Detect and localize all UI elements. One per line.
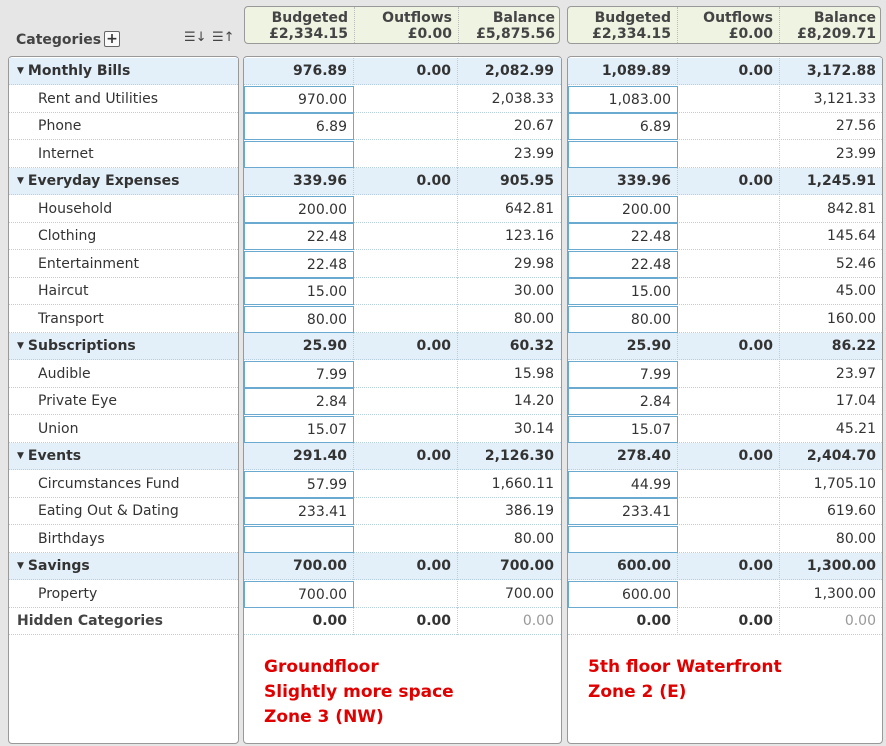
category-label: Private Eye xyxy=(38,393,118,409)
budgeted-cell[interactable]: 1,083.00 xyxy=(568,86,678,113)
month-note-1 xyxy=(264,655,454,730)
budgeted-header-label: Budgeted xyxy=(594,10,671,26)
category-name xyxy=(17,338,136,354)
month-row-clothing xyxy=(568,223,882,250)
outflows-cell xyxy=(678,86,780,113)
outflows-cell: 0.00 xyxy=(354,58,458,85)
category-name xyxy=(38,311,104,327)
balance-cell: 1,300.00 xyxy=(813,585,876,602)
category-label: Events xyxy=(27,448,82,464)
month-row-phone xyxy=(568,113,882,140)
outflows-cell xyxy=(354,581,458,608)
month-row-property xyxy=(568,581,882,608)
month-row-savings xyxy=(568,553,882,580)
budgeted-cell[interactable]: 80.00 xyxy=(568,306,678,333)
category-entertainment[interactable] xyxy=(9,251,238,278)
outflows-cell: 0.00 xyxy=(354,333,458,360)
month-row-everyday-expenses xyxy=(244,168,561,195)
balance-cell: 842.81 xyxy=(827,200,876,217)
month-row-eating-out-dating xyxy=(244,498,561,525)
month-row-everyday-expenses xyxy=(568,168,882,195)
balance-cell: 700.00 xyxy=(505,585,554,602)
category-name xyxy=(17,173,179,189)
outflows-cell xyxy=(354,498,458,525)
category-name xyxy=(38,476,180,492)
month-row-subscriptions xyxy=(568,333,882,360)
budgeted-cell[interactable]: 25.90 xyxy=(568,333,678,360)
balance-cell: 27.56 xyxy=(835,118,876,134)
outflows-cell xyxy=(678,581,780,608)
balance-cell: 619.60 xyxy=(827,503,876,519)
category-label: Audible xyxy=(38,365,91,382)
budgeted-cell[interactable]: 339.96 xyxy=(244,168,354,195)
outflows-cell xyxy=(354,86,458,113)
category-name xyxy=(17,613,163,629)
balance-cell: 2,082.99 xyxy=(484,63,554,79)
category-label: Property xyxy=(38,585,98,602)
month-row-entertainment xyxy=(568,251,882,278)
category-name xyxy=(38,393,117,409)
outflows-cell: 0.00 xyxy=(678,168,780,195)
month-row-haircut xyxy=(568,278,882,305)
category-name xyxy=(38,118,81,134)
balance-cell: 30.00 xyxy=(513,283,554,299)
category-label: Union xyxy=(38,420,79,437)
note-line: Zone 3 (NW) xyxy=(264,707,384,727)
note-line: Groundfloor xyxy=(264,657,379,677)
outflows-cell xyxy=(354,388,458,415)
category-group-subscriptions[interactable] xyxy=(9,333,238,360)
category-name xyxy=(17,448,81,464)
category-rent-and-utilities[interactable] xyxy=(9,86,238,113)
category-label: Birthdays xyxy=(38,530,105,547)
balance-cell: 2,126.30 xyxy=(484,448,554,464)
sort-ascending-button[interactable]: ☰↑ xyxy=(212,30,235,45)
month-row-birthdays xyxy=(568,526,882,553)
month-row-private-eye xyxy=(568,388,882,415)
balance-cell: 60.32 xyxy=(509,338,554,354)
outflows-cell xyxy=(354,471,458,498)
category-name xyxy=(38,503,179,519)
month-row-household xyxy=(568,196,882,223)
outflows-cell xyxy=(678,223,780,250)
category-label: Household xyxy=(38,200,113,217)
category-name xyxy=(38,421,78,437)
month-row-internet xyxy=(244,141,561,168)
budgeted-cell[interactable]: 339.96 xyxy=(568,168,678,195)
month-row-rent-and-utilities xyxy=(568,86,882,113)
month-header-1 xyxy=(244,6,560,44)
balance-cell: 80.00 xyxy=(513,530,554,547)
budgeted-cell[interactable]: 57.99 xyxy=(244,471,354,498)
balance-cell: 86.22 xyxy=(831,338,876,354)
collapse-triangle-icon[interactable]: ▼ xyxy=(17,561,24,571)
budgeted-cell[interactable]: 233.41 xyxy=(244,498,354,525)
month-note-2 xyxy=(588,655,782,705)
balance-header-label: Balance xyxy=(492,10,555,26)
outflows-cell: 0.00 xyxy=(678,553,780,580)
category-label: Phone xyxy=(38,118,82,134)
budgeted-cell[interactable]: 44.99 xyxy=(568,471,678,498)
budgeted-cell[interactable]: 1,089.89 xyxy=(568,58,678,85)
category-name xyxy=(17,63,130,79)
outflows-total: £0.00 xyxy=(728,26,773,42)
outflows-cell xyxy=(354,416,458,443)
month-row-birthdays xyxy=(244,526,561,553)
category-birthdays[interactable] xyxy=(9,526,238,553)
month-row-property xyxy=(244,581,561,608)
budgeted-column-header[interactable] xyxy=(245,7,355,43)
budgeted-header-label: Budgeted xyxy=(271,10,348,26)
month-row-private-eye xyxy=(244,388,561,415)
balance-cell: 1,245.91 xyxy=(806,173,876,189)
budgeted-cell[interactable]: 700.00 xyxy=(244,581,354,608)
outflows-header-label: Outflows xyxy=(703,10,773,26)
month-row-internet xyxy=(568,141,882,168)
hidden-categories-hidden-categories[interactable] xyxy=(9,608,238,635)
category-phone[interactable] xyxy=(9,113,238,140)
category-name xyxy=(38,366,91,382)
month-row-transport xyxy=(244,306,561,333)
balance-cell: 0.00 xyxy=(522,613,554,629)
category-eating-out-dating[interactable] xyxy=(9,498,238,525)
budgeted-cell[interactable]: 15.00 xyxy=(244,278,354,305)
balance-cell: 23.99 xyxy=(835,145,876,162)
outflows-total: £0.00 xyxy=(407,26,452,42)
outflows-cell: 0.00 xyxy=(678,58,780,85)
balance-cell: 2,404.70 xyxy=(806,448,876,464)
outflows-cell xyxy=(678,526,780,553)
category-audible[interactable] xyxy=(9,361,238,388)
outflows-cell xyxy=(678,113,780,140)
category-label: Eating Out & Dating xyxy=(38,503,179,519)
month-row-monthly-bills xyxy=(244,58,561,85)
month-row-circumstances-fund xyxy=(244,471,561,498)
categories-header xyxy=(8,28,238,52)
balance-cell: 0.00 xyxy=(844,613,876,629)
budgeted-cell[interactable] xyxy=(244,141,354,168)
category-internet[interactable] xyxy=(9,141,238,168)
balance-cell: 1,300.00 xyxy=(806,558,876,574)
collapse-triangle-icon[interactable]: ▼ xyxy=(17,66,24,76)
outflows-cell xyxy=(354,278,458,305)
budgeted-cell[interactable]: 200.00 xyxy=(568,196,678,223)
balance-column-header[interactable] xyxy=(780,7,882,43)
outflows-cell xyxy=(354,526,458,553)
budgeted-cell[interactable]: 700.00 xyxy=(244,553,354,580)
category-private-eye[interactable] xyxy=(9,388,238,415)
category-name xyxy=(38,91,158,107)
outflows-cell xyxy=(678,388,780,415)
category-label: Subscriptions xyxy=(27,338,136,354)
category-haircut[interactable] xyxy=(9,278,238,305)
budgeted-cell[interactable]: 6.89 xyxy=(244,113,354,140)
outflows-cell: 0.00 xyxy=(354,168,458,195)
balance-cell: 20.67 xyxy=(513,118,554,134)
month-row-entertainment xyxy=(244,251,561,278)
budgeted-cell[interactable]: 233.41 xyxy=(568,498,678,525)
month-row-transport xyxy=(568,306,882,333)
balance-cell: 1,705.10 xyxy=(813,475,876,492)
category-label: Circumstances Fund xyxy=(38,475,180,492)
budgeted-cell[interactable]: 80.00 xyxy=(244,306,354,333)
category-group-savings[interactable] xyxy=(9,553,238,580)
outflows-cell xyxy=(678,498,780,525)
outflows-cell: 0.00 xyxy=(354,608,458,635)
balance-cell: 3,172.88 xyxy=(806,63,876,79)
budgeted-cell[interactable]: 278.40 xyxy=(568,443,678,470)
category-name xyxy=(38,228,96,244)
category-name xyxy=(38,146,94,162)
month-row-audible xyxy=(244,361,561,388)
budgeted-column-header[interactable] xyxy=(568,7,678,43)
budgeted-cell[interactable]: 200.00 xyxy=(244,196,354,223)
category-transport[interactable] xyxy=(9,306,238,333)
budgeted-total: £2,334.15 xyxy=(592,26,671,42)
balance-cell: 15.98 xyxy=(513,365,554,382)
balance-cell: 45.21 xyxy=(835,420,876,437)
budgeted-cell[interactable]: 6.89 xyxy=(568,113,678,140)
add-category-button[interactable]: + xyxy=(104,31,120,47)
category-label: Everyday Expenses xyxy=(27,173,180,189)
outflows-cell xyxy=(678,306,780,333)
balance-cell: 80.00 xyxy=(513,310,554,327)
month-row-circumstances-fund xyxy=(568,471,882,498)
month-row-household xyxy=(244,196,561,223)
budgeted-cell[interactable]: 7.99 xyxy=(244,361,354,388)
note-line: Zone 2 (E) xyxy=(588,682,687,702)
budgeted-total: £2,334.15 xyxy=(269,26,348,42)
balance-cell: 23.97 xyxy=(835,365,876,382)
budgeted-cell[interactable]: 22.48 xyxy=(244,251,354,278)
balance-cell: 386.19 xyxy=(505,503,554,519)
outflows-header-label: Outflows xyxy=(382,10,452,26)
budgeted-cell[interactable]: 291.40 xyxy=(244,443,354,470)
category-label: Clothing xyxy=(38,228,97,244)
category-name xyxy=(38,586,97,602)
balance-cell: 2,038.33 xyxy=(491,90,554,107)
balance-cell: 905.95 xyxy=(499,173,554,189)
outflows-cell xyxy=(678,141,780,168)
category-group-everyday-expenses[interactable] xyxy=(9,168,238,195)
outflows-cell: 0.00 xyxy=(354,443,458,470)
category-name xyxy=(38,201,112,217)
month-body-1 xyxy=(243,56,562,744)
outflows-cell: 0.00 xyxy=(678,443,780,470)
category-name xyxy=(38,283,89,299)
balance-cell: 123.16 xyxy=(505,228,554,244)
budgeted-cell[interactable]: 7.99 xyxy=(568,361,678,388)
outflows-cell: 0.00 xyxy=(354,553,458,580)
collapse-triangle-icon[interactable]: ▼ xyxy=(17,451,24,461)
month-header-2 xyxy=(567,6,881,44)
balance-cell: 700.00 xyxy=(499,558,554,574)
budgeted-cell[interactable]: 15.00 xyxy=(568,278,678,305)
outflows-cell xyxy=(678,251,780,278)
outflows-cell xyxy=(678,416,780,443)
month-row-subscriptions xyxy=(244,333,561,360)
outflows-cell xyxy=(354,361,458,388)
outflows-cell xyxy=(354,223,458,250)
category-label: Monthly Bills xyxy=(27,63,131,79)
category-label: Haircut xyxy=(38,283,89,299)
month-row-rent-and-utilities xyxy=(244,86,561,113)
budgeted-cell[interactable]: 2.84 xyxy=(244,388,354,415)
outflows-cell xyxy=(678,196,780,223)
category-property[interactable] xyxy=(9,581,238,608)
budgeted-cell[interactable]: 970.00 xyxy=(244,86,354,113)
categories-title: Categories xyxy=(16,32,102,48)
month-row-eating-out-dating xyxy=(568,498,882,525)
category-name xyxy=(38,256,139,272)
category-label: Internet xyxy=(38,145,94,162)
month-row-savings xyxy=(244,553,561,580)
balance-header-label: Balance xyxy=(813,10,876,26)
outflows-cell xyxy=(354,141,458,168)
month-row-events xyxy=(568,443,882,470)
month-row-hidden-categories xyxy=(568,608,882,635)
budgeted-cell[interactable] xyxy=(244,526,354,553)
budgeted-cell[interactable]: 600.00 xyxy=(568,553,678,580)
budgeted-cell[interactable]: 25.90 xyxy=(244,333,354,360)
budgeted-cell[interactable]: 2.84 xyxy=(568,388,678,415)
category-label: Savings xyxy=(27,558,90,574)
budgeted-cell[interactable]: 0.00 xyxy=(244,608,354,635)
balance-cell: 45.00 xyxy=(835,283,876,299)
outflows-cell xyxy=(678,471,780,498)
category-clothing[interactable] xyxy=(9,223,238,250)
balance-cell: 17.04 xyxy=(835,393,876,409)
outflows-cell xyxy=(354,251,458,278)
month-row-haircut xyxy=(244,278,561,305)
budgeted-cell[interactable] xyxy=(568,141,678,168)
balance-cell: 14.20 xyxy=(513,393,554,409)
category-name xyxy=(17,558,90,574)
month-row-audible xyxy=(568,361,882,388)
balance-total: £8,209.71 xyxy=(797,26,876,42)
budgeted-cell[interactable]: 976.89 xyxy=(244,58,354,85)
balance-cell: 1,660.11 xyxy=(491,475,554,492)
budgeted-cell[interactable] xyxy=(568,526,678,553)
outflows-cell: 0.00 xyxy=(678,333,780,360)
budgeted-cell[interactable]: 22.48 xyxy=(568,223,678,250)
budgeted-cell[interactable]: 22.48 xyxy=(244,223,354,250)
sort-descending-button[interactable]: ☰↓ xyxy=(184,30,207,45)
outflows-column-header[interactable] xyxy=(678,7,780,43)
category-group-monthly-bills[interactable] xyxy=(9,58,238,85)
category-label: Hidden Categories xyxy=(17,613,163,629)
month-row-monthly-bills xyxy=(568,58,882,85)
balance-cell: 30.14 xyxy=(513,420,554,437)
category-household[interactable] xyxy=(9,196,238,223)
outflows-cell xyxy=(354,306,458,333)
budgeted-cell[interactable]: 15.07 xyxy=(568,416,678,443)
category-name xyxy=(38,531,105,547)
balance-cell: 80.00 xyxy=(835,530,876,547)
note-line: 5th floor Waterfront xyxy=(588,657,782,677)
category-label: Entertainment xyxy=(38,255,140,272)
outflows-cell xyxy=(354,196,458,223)
category-union[interactable] xyxy=(9,416,238,443)
balance-column-header[interactable] xyxy=(459,7,561,43)
month-body-2 xyxy=(567,56,883,744)
outflows-cell xyxy=(354,113,458,140)
budgeted-cell[interactable]: 22.48 xyxy=(568,251,678,278)
budgeted-cell[interactable]: 0.00 xyxy=(568,608,678,635)
balance-cell: 23.99 xyxy=(513,145,554,162)
note-line: Slightly more space xyxy=(264,682,454,702)
balance-cell: 160.00 xyxy=(827,310,876,327)
category-label: Transport xyxy=(38,310,104,327)
balance-cell: 3,121.33 xyxy=(813,90,876,107)
month-row-phone xyxy=(244,113,561,140)
month-row-clothing xyxy=(244,223,561,250)
balance-cell: 52.46 xyxy=(835,255,876,272)
outflows-column-header[interactable] xyxy=(355,7,459,43)
collapse-triangle-icon[interactable]: ▼ xyxy=(17,341,24,351)
outflows-cell xyxy=(678,361,780,388)
month-row-hidden-categories xyxy=(244,608,561,635)
balance-cell: 642.81 xyxy=(505,200,554,217)
category-circumstances-fund[interactable] xyxy=(9,471,238,498)
month-row-events xyxy=(244,443,561,470)
balance-cell: 145.64 xyxy=(827,228,876,244)
category-label: Rent and Utilities xyxy=(38,90,159,107)
month-row-union xyxy=(244,416,561,443)
budgeted-cell[interactable]: 15.07 xyxy=(244,416,354,443)
balance-total: £5,875.56 xyxy=(476,26,555,42)
budgeted-cell[interactable]: 600.00 xyxy=(568,581,678,608)
collapse-triangle-icon[interactable]: ▼ xyxy=(17,176,24,186)
outflows-cell xyxy=(678,278,780,305)
category-list xyxy=(8,56,239,744)
outflows-cell: 0.00 xyxy=(678,608,780,635)
category-group-events[interactable] xyxy=(9,443,238,470)
balance-cell: 29.98 xyxy=(513,255,554,272)
month-row-union xyxy=(568,416,882,443)
